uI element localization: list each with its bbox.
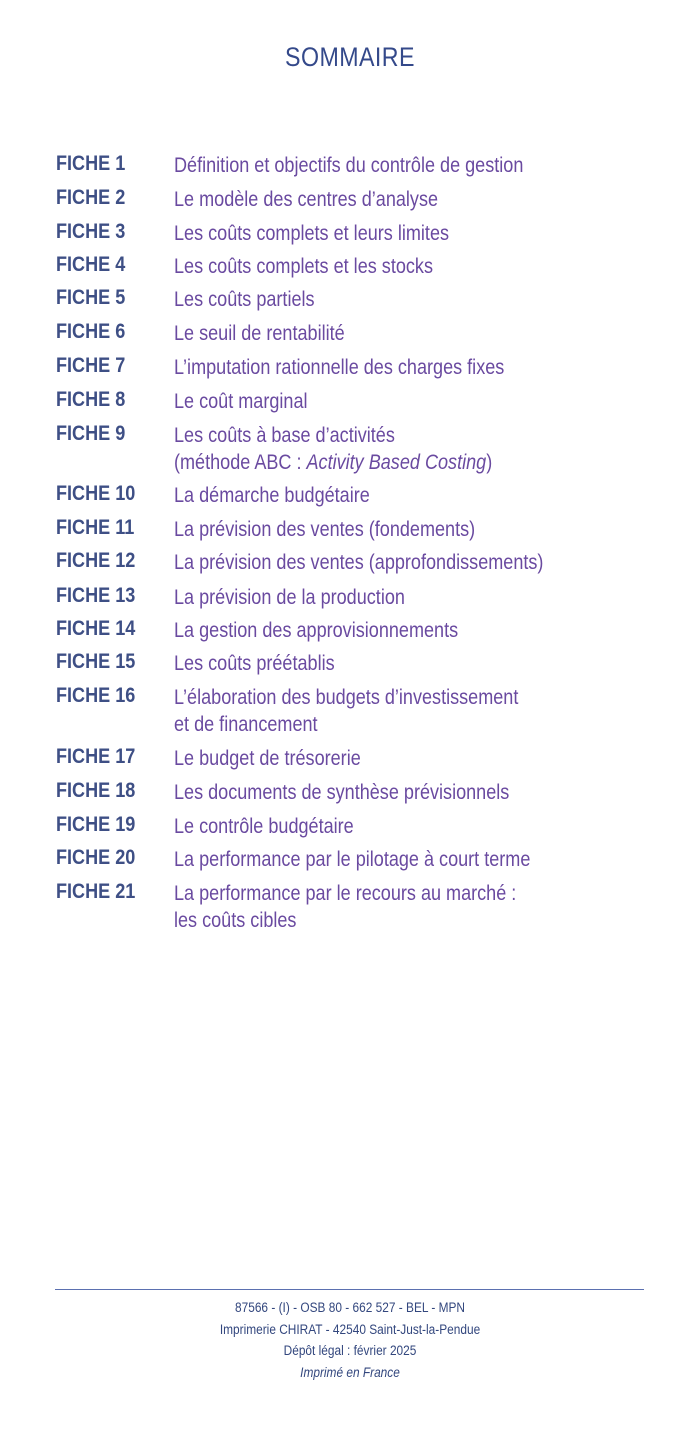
- toc-entry-title: Le contrôle budgétaire: [174, 815, 354, 838]
- footer-divider: [55, 1289, 644, 1290]
- toc-entry-number: FICHE 13: [56, 584, 136, 607]
- toc-entry-title: Les coûts préétablis: [174, 652, 335, 675]
- toc-entry-title: Le seuil de rentabilité: [174, 322, 345, 345]
- printer-info: Imprimerie CHIRAT - 42540 Saint-Just-la-Pendue: [219, 1321, 481, 1337]
- page-title: SOMMAIRE: [285, 42, 415, 72]
- printed-in: Imprimé en France: [300, 1364, 400, 1380]
- toc-entry-number: FICHE 8: [56, 388, 126, 411]
- toc-entry-number: FICHE 20: [56, 846, 136, 869]
- toc-entry-number: FICHE 1: [56, 152, 126, 175]
- toc-entry-number: FICHE 9: [56, 422, 126, 445]
- toc-entry-title: L’élaboration des budgets d’investissement et de financement: [174, 686, 519, 736]
- toc-entry-number: FICHE 18: [56, 779, 136, 802]
- toc-entry-title: Le budget de trésorerie: [174, 747, 361, 770]
- colophon: [0, 1297, 700, 1383]
- toc-entry-title: L’imputation rationnelle des charges fixes: [174, 356, 505, 379]
- toc-entry-number: FICHE 21: [56, 880, 136, 903]
- toc-entry-title: Les coûts complets et leurs limites: [174, 222, 450, 245]
- toc-entry-number: FICHE 10: [56, 482, 136, 505]
- toc-entry-number: FICHE 16: [56, 684, 136, 707]
- toc-entry-number: FICHE 17: [56, 745, 136, 768]
- legal-deposit: Dépôt légal : février 2025: [283, 1343, 417, 1358]
- toc-entry-number: FICHE 7: [56, 354, 126, 377]
- toc-entry-title: Les coûts à base d’activités (méthode ABC : Activity Based Costing): [174, 424, 493, 474]
- toc-entry-number: FICHE 12: [56, 549, 136, 572]
- toc-entry-number: FICHE 5: [56, 286, 126, 309]
- toc-entry-title: Le coût marginal: [174, 390, 308, 413]
- toc-entry-title: Les documents de synthèse prévisionnels: [174, 781, 510, 804]
- toc-entry-title: La gestion des approvisionnements: [174, 619, 459, 642]
- toc-entry-number: FICHE 6: [56, 320, 126, 343]
- toc-entry-number: FICHE 14: [56, 617, 136, 640]
- toc-entry-title: Définition et objectifs du contrôle de gestion: [174, 154, 524, 177]
- toc-entry-number: FICHE 19: [56, 813, 136, 836]
- toc-entry-title: La prévision des ventes (fondements): [174, 518, 476, 541]
- print-reference: 87566 - (I) - OSB 80 - 662 527 - BEL - MPN: [234, 1300, 465, 1315]
- toc-entry-title: Les coûts partiels: [174, 288, 315, 311]
- toc-entry-number: FICHE 15: [56, 650, 136, 673]
- toc-entry-title: La prévision de la production: [174, 586, 405, 609]
- toc-entry-number: FICHE 2: [56, 186, 126, 209]
- toc-entry-title: La performance par le pilotage à court terme: [174, 848, 531, 871]
- toc-entry-number: FICHE 3: [56, 220, 126, 243]
- toc-entry-title: La prévision des ventes (approfondissements): [174, 551, 544, 574]
- toc-entry-title: La performance par le recours au marché : les coûts cibles: [174, 882, 517, 932]
- toc-entry-title: Le modèle des centres d’analyse: [174, 188, 439, 211]
- toc-entry-number: FICHE 11: [56, 516, 135, 539]
- toc-entry-title: La démarche budgétaire: [174, 484, 370, 507]
- toc-entry-title: Les coûts complets et les stocks: [174, 255, 433, 278]
- toc-entry-number: FICHE 4: [56, 253, 126, 276]
